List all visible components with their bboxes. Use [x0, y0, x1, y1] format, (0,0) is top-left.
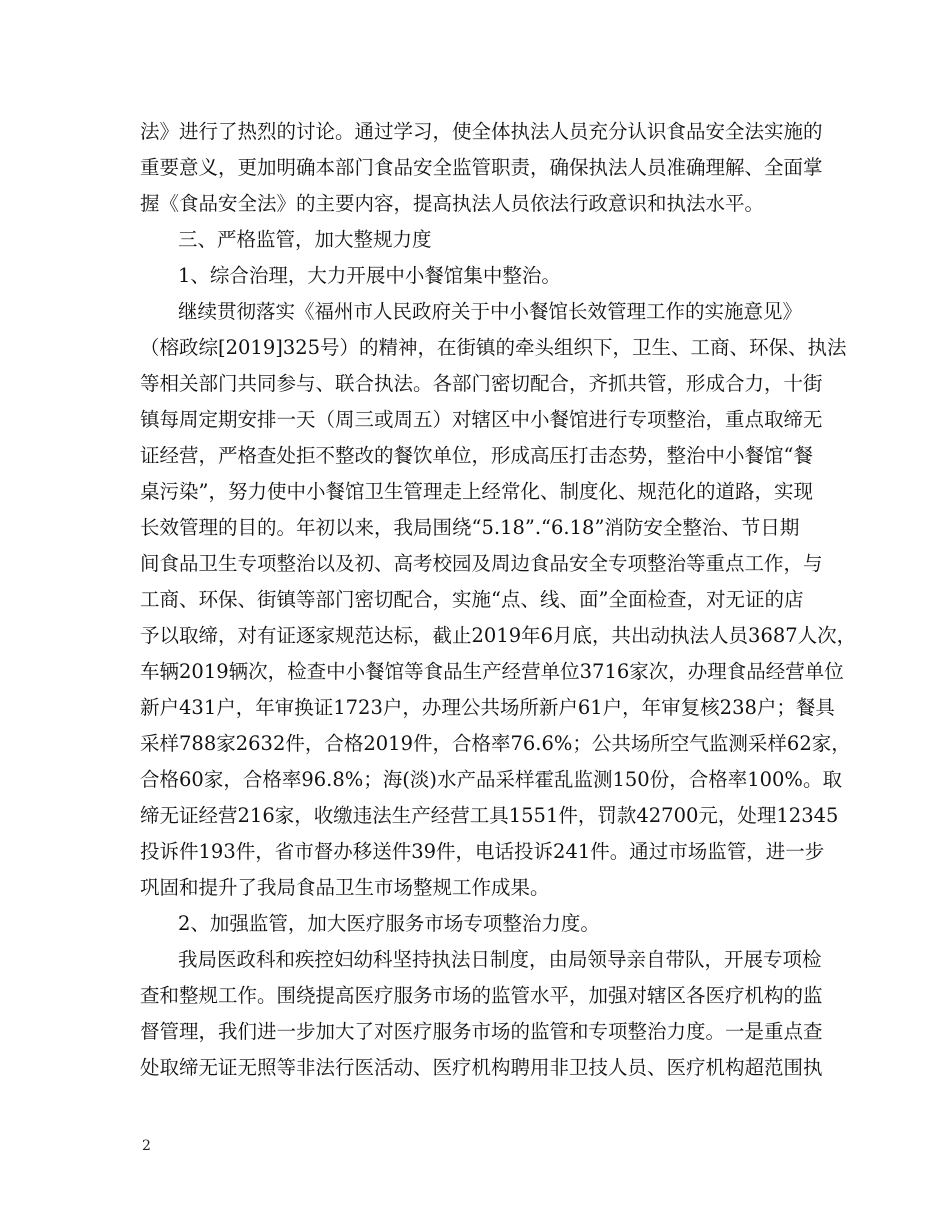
section-heading: 三、严格监管，加大整规力度: [178, 228, 432, 251]
text-line: 桌污染”，努力使中小餐馆卫生管理走上经常化、制度化、规范化的道路，实现: [140, 480, 813, 503]
text-line: 合格60家，合格率96.8%；海(淡)水产品采样霍乱监测150份，合格率100%。取: [140, 768, 842, 791]
subsection-heading: 1、综合治理，大力开展中小餐馆集中整治。: [178, 264, 561, 287]
text-line: 我局医政科和疾控妇幼科坚持执法日制度，由局领导亲自带队，开展专项检: [178, 948, 822, 971]
text-line: 工商、环保、街镇等部门密切配合，实施“点、线、面”全面检查，对无证的店: [140, 588, 804, 611]
text-line: 巩固和提升了我局食品卫生市场整规工作成果。: [140, 876, 550, 899]
subsection-heading: 2、加强监管，加大医疗服务市场专项整治力度。: [178, 912, 600, 935]
text-line: 握《食品安全法》的主要内容，提高执法人员依法行政意识和执法水平。: [140, 192, 765, 215]
text-line: （榕政综[2019]325号）的精神，在街镇的牵头组织下，卫生、工商、环保、执法: [140, 336, 847, 359]
text-line: 查和整规工作。围绕提高医疗服务市场的监管水平，加强对辖区各医疗机构的监: [140, 984, 823, 1007]
text-line: 督管理，我们进一步加大了对医疗服务市场的监管和专项整治力度。一是重点查: [140, 1020, 823, 1043]
text-line: 长效管理的目的。年初以来，我局围绕“5.18”.“6.18”消防安全整治、节日期: [140, 516, 800, 539]
text-line: 间食品卫生专项整治以及初、高考校园及周边食品安全专项整治等重点工作，与: [140, 552, 823, 575]
text-line: 采样788家2632件，合格2019件，合格率76.6%；公共场所空气监测采样62家，: [140, 732, 851, 755]
text-line: 证经营，严格查处拒不整改的餐饮单位，形成高压打击态势，整治中小餐馆“餐: [140, 444, 813, 467]
text-line: 处取缔无证无照等非法行医活动、医疗机构聘用非卫技人员、医疗机构超范围执: [140, 1056, 823, 1079]
text-line: 等相关部门共同参与、联合执法。各部门密切配合，齐抓共管，形成合力，十街: [140, 372, 823, 395]
text-line: 予以取缔，对有证逐家规范达标，截止2019年6月底，共出动执法人员3687人次，: [140, 624, 857, 647]
text-line: 缔无证经营216家，收缴违法生产经营工具1551件，罚款42700元，处理12345: [140, 804, 839, 827]
text-line: 法》进行了热烈的讨论。通过学习，使全体执法人员充分认识食品安全法实施的: [140, 120, 823, 143]
text-line: 继续贯彻落实《福州市人民政府关于中小餐馆长效管理工作的实施意见》: [178, 300, 803, 323]
text-line: 车辆2019辆次，检查中小餐馆等食品生产经营单位3716家次，办理食品经营单位: [140, 660, 844, 683]
text-line: 新户431户，年审换证1723户，办理公共场所新户61户，年审复核238户；餐具: [140, 696, 835, 719]
text-line: 镇每周定期安排一天（周三或周五）对辖区中小餐馆进行专项整治，重点取缔无: [140, 408, 823, 431]
page-number: 2: [142, 1138, 151, 1154]
text-line: 重要意义，更加明确本部门食品安全监管职责，确保执法人员准确理解、全面掌: [140, 156, 823, 179]
text-line: 投诉件193件，省市督办移送件39件，电话投诉241件。通过市场监管，进一步: [140, 840, 825, 863]
